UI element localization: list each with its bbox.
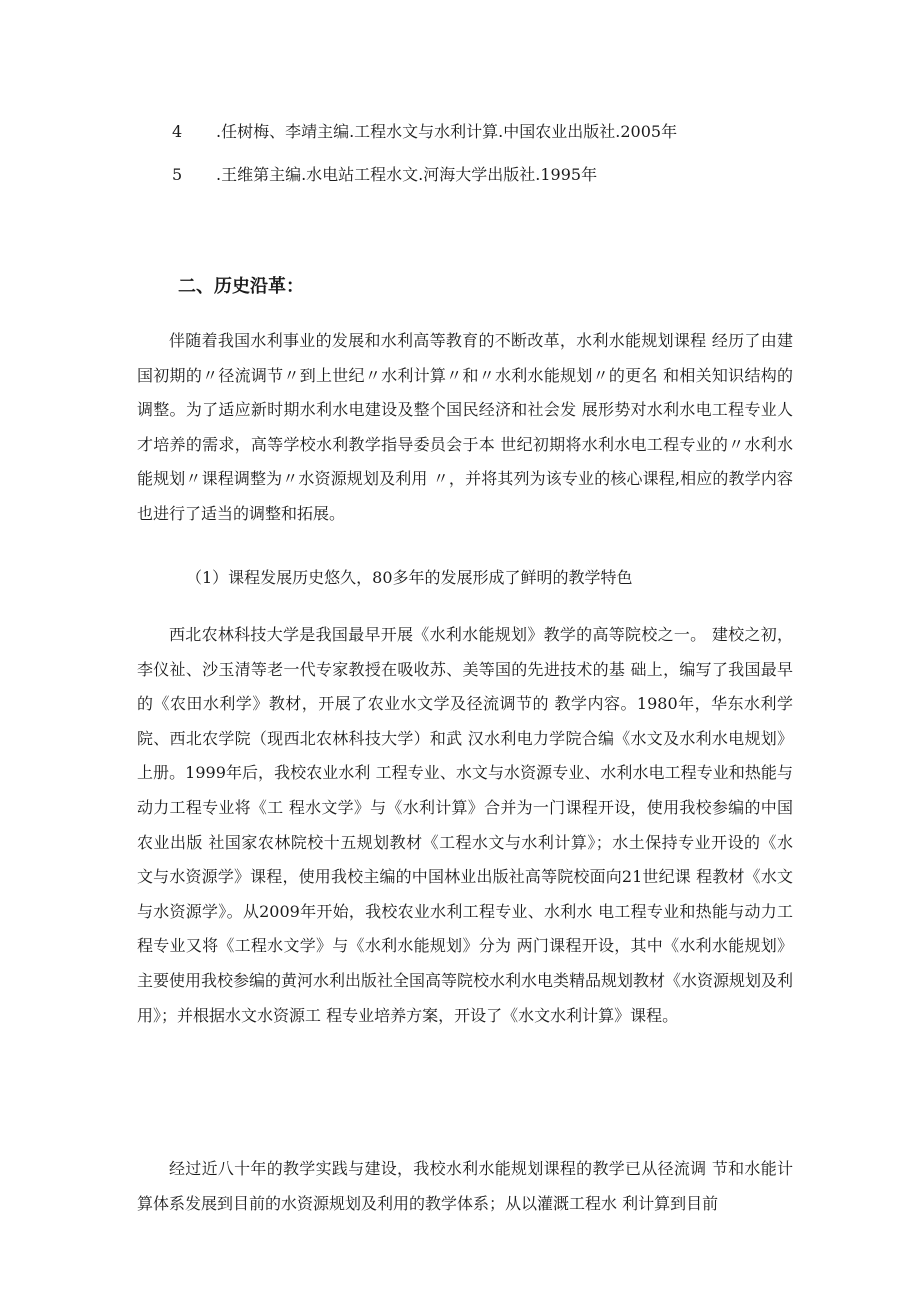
paragraph-university-history: 西北农林科技大学是我国最早开展《水利水能规划》教学的高等院校之一。 建校之初，李仪祉、沙玉清等老一代专家教授在吸收苏、美等国的先进技术的基 础上，编写了我国最早的《农田水利学》教材，开展了农业水文学及径流调节的 教学内容。1980年，华东水利学院、西北农学院（现西北农林科技大学）和武 汉水利电力学院合编《水文及水利水电规划》上册。1999年后，我校农业水利 工程专业、水文与水资源专业、水利水电工程专业和热能与动力工程专业将《工 程水文学》与《水利计算》合并为一门课程开设，使用我校参编的中国农业出版 社国家农林院校十五规划教材《工程水文与水利计算》；水土保持专业开设的《水 文与水资源学》课程，使用我校主编的中国林业出版社高等院校面向21世纪课 程教材《水文与水资源学》。从2009年开始，我校农业水利工程专业、水利水 电工程专业和热能与动力工程专业又将《工程水文学》与《水利水能规划》分为 两门课程开设，其中《水利水能规划》主要使用我校参编的黄河水利出版社全国高等院校水利水电类精品规划教材《水资源规划及利用》；并根据水文水资源工 程专业培养方案，开设了《水文水利计算》课程。: [137, 625, 794, 1025]
reference-text: .任树梅、李靖主编.工程水文与水利计算.中国农业出版社.2005年: [216, 122, 678, 141]
reference-item: [172, 163, 597, 187]
section-heading: 二、历史沿革：: [178, 276, 304, 297]
subheading-course-history: （1）课程发展历史悠久，80多年的发展形成了鲜明的教学特色: [186, 568, 633, 587]
reference-number: 4: [172, 122, 183, 141]
paragraph-history-intro: 伴随着我国水利事业的发展和水利高等教育的不断改革，水利水能规划课程 经历了由建国初期的〃径流调节〃到上世纪〃水利计算〃和〃水利水能规划〃的更名 和相关知识结构的调整。为了适应新时期水利水电建设及整个国民经济和社会发 展形势对水利水电工程专业人才培养的需求，高等学校水利教学指导委员会于本 世纪初期将水利水电工程专业的〃水利水能规划〃课程调整为〃水资源规划及利用 〃，并将其列为该专业的核心课程,相应的教学内容也进行了适当的调整和拓展。: [137, 331, 793, 523]
paragraph-teaching-practice: 经过近八十年的教学实践与建设，我校水利水能规划课程的教学已从径流调 节和水能计算体系发展到目前的水资源规划及利用的教学体系；从以灌溉工程水 利计算到目前: [137, 1159, 793, 1213]
reference-number: 5: [172, 165, 183, 184]
reference-text: .王维第主编.水电站工程水文.河海大学出版社.1995年: [216, 165, 598, 184]
reference-item: [172, 120, 677, 144]
